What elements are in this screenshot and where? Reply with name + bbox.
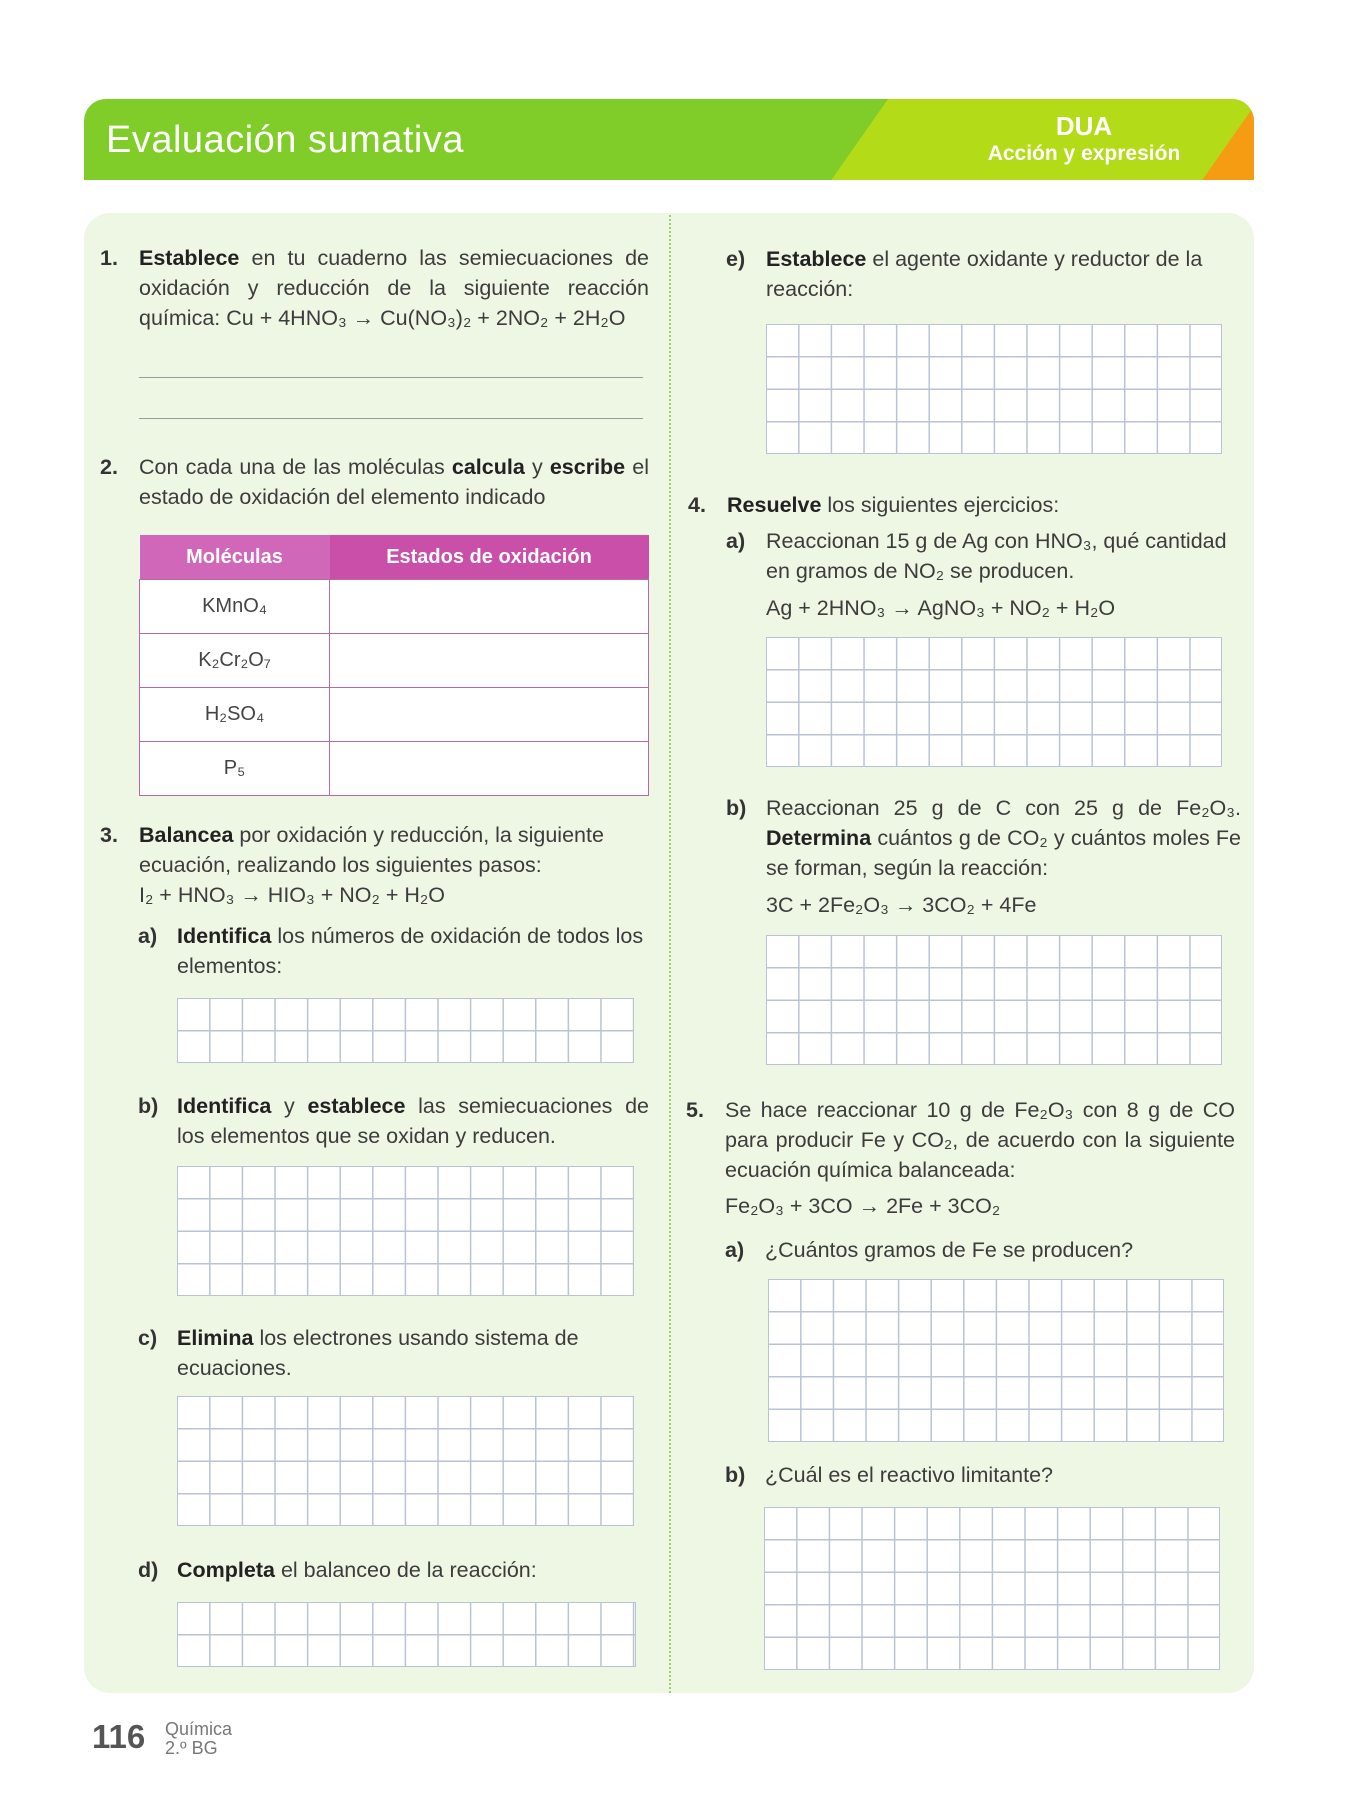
q4b-equation: 3C + 2Fe₂O₃ → 3CO₂ + 4Fe — [766, 893, 1037, 917]
q3b-verb: Identifica — [177, 1094, 272, 1118]
q4b-verb: Determina — [766, 826, 872, 850]
answer-grid[interactable] — [766, 637, 1222, 767]
answer-grid[interactable] — [177, 1602, 636, 1667]
q3b-label: b) — [138, 1094, 159, 1118]
q3a-label: a) — [138, 924, 158, 948]
q1-body: en tu cuaderno las semiecuaciones de oxidación y reducción de la siguiente reacción química: — [139, 246, 649, 330]
molecule-cell: H₂SO₄ — [140, 688, 330, 742]
dua-subtitle: Acción y expresión — [987, 142, 1181, 165]
q3a-body: los números de oxidación de todos los elementos: — [177, 924, 644, 978]
q3-body: por oxidación y reducción, la siguiente ecuación, realizando los siguientes pasos: — [139, 823, 604, 877]
q4-number: 4. — [688, 493, 706, 517]
footer-subject — [165, 1720, 232, 1758]
q4b-body-2: cuántos g de CO₂ y cuántos moles Fe se forman, según la reacción: — [766, 826, 1241, 880]
page-number: 116 — [92, 1718, 146, 1755]
answer-grid[interactable] — [766, 324, 1222, 454]
q3b-body: las semiecuaciones de los elementos que se oxidan y reducen. — [177, 1094, 649, 1148]
q2-text — [139, 452, 649, 512]
q3b-verb-2: establece — [307, 1094, 406, 1118]
dua-badge — [964, 111, 1204, 166]
q3-number: 3. — [100, 823, 118, 847]
molecule-cell: P₅ — [140, 742, 330, 796]
q4-verb: Resuelve — [727, 493, 822, 517]
q5b-label: b) — [725, 1463, 746, 1487]
q2-t1: Con cada una de las moléculas — [139, 455, 452, 479]
table-row — [140, 580, 649, 634]
q2-verb-1: calcula — [451, 455, 525, 479]
dua-title: DUA — [1055, 111, 1113, 141]
q4a-label: a) — [726, 529, 746, 553]
q4b-label: b) — [726, 796, 747, 820]
answer-grid[interactable] — [177, 1166, 634, 1296]
column-divider — [669, 215, 671, 1693]
q3a-text — [177, 921, 649, 981]
q1-text — [139, 243, 649, 333]
q1-verb: Establece — [139, 246, 240, 270]
q5b-text: ¿Cuál es el reactivo limitante? — [765, 1463, 1053, 1487]
q5-equation: Fe₂O₃ + 3CO → 2Fe + 3CO₂ — [725, 1194, 1001, 1218]
q2-t3: el estado de oxidación del elemento indicado — [139, 455, 650, 509]
q4-text — [727, 490, 1227, 520]
q2-number: 2. — [100, 455, 118, 479]
q1-equation: Cu + 4HNO₃ → Cu(NO₃)₂ + 2NO₂ + 2H₂O — [226, 306, 626, 330]
q3d-label: d) — [138, 1558, 159, 1582]
answer-grid[interactable] — [177, 998, 634, 1063]
answer-cell[interactable] — [330, 688, 649, 742]
section-header — [84, 99, 1254, 180]
q4a-equation: Ag + 2HNO₃ → AgNO₃ + NO₂ + H₂O — [766, 596, 1116, 620]
answer-grid[interactable] — [768, 1279, 1224, 1442]
table-row — [140, 634, 649, 688]
q5-number: 5. — [686, 1098, 704, 1122]
q3-verb: Balancea — [139, 823, 234, 847]
q5a-text: ¿Cuántos gramos de Fe se producen? — [765, 1238, 1134, 1262]
molecule-cell: K₂Cr₂O₇ — [140, 634, 330, 688]
q5a-label: a) — [725, 1238, 745, 1262]
molecule-cell: KMnO₄ — [140, 580, 330, 634]
oxidation-table — [139, 535, 649, 796]
answer-line[interactable] — [139, 377, 643, 378]
answer-grid[interactable] — [766, 935, 1222, 1065]
grade: 2.º BG — [165, 1738, 218, 1758]
answer-cell[interactable] — [330, 634, 649, 688]
q1-number: 1. — [100, 246, 118, 270]
q3c-text — [177, 1323, 617, 1383]
q3c-body: los electrones usando sistema de ecuaciones. — [177, 1326, 579, 1380]
table-row — [140, 688, 649, 742]
q3c-verb: Elimina — [177, 1326, 254, 1350]
q4b-body: Reaccionan 25 g de C con 25 g de Fe₂O₃. — [766, 796, 1241, 820]
answer-cell[interactable] — [330, 580, 649, 634]
answer-line[interactable] — [139, 418, 643, 419]
subject: Química — [165, 1719, 233, 1739]
q3e-body: el agente oxidante y reductor de la reacción: — [766, 247, 1203, 301]
col-header-states: Estados de oxidación — [330, 535, 649, 580]
q3d-text — [177, 1555, 649, 1585]
q3e-verb: Establece — [766, 247, 867, 271]
section-title: Evaluación sumativa — [106, 119, 465, 161]
q4a-body: Reaccionan 15 g de Ag con HNO₃, qué cantidad en gramos de NO₂ se producen. — [766, 529, 1227, 583]
q4a-text — [766, 526, 1241, 586]
q3d-verb: Completa — [177, 1558, 275, 1582]
q4-body: los siguientes ejercicios: — [821, 493, 1060, 517]
col-header-molecules: Moléculas — [140, 535, 330, 580]
q2-verb-2: escribe — [549, 455, 626, 479]
q3-equation: I₂ + HNO₃ → HIO₃ + NO₂ + H₂O — [139, 883, 445, 907]
q2-t2: y — [524, 455, 550, 479]
answer-cell[interactable] — [330, 742, 649, 796]
answer-grid[interactable] — [764, 1507, 1220, 1670]
q3c-label: c) — [138, 1326, 158, 1350]
q5-text: Se hace reaccionar 10 g de Fe₂O₃ con 8 g de CO para producir Fe y CO₂, de acuerdo con la siguiente ecuación química balanceada: — [725, 1098, 1235, 1182]
q3b-and: y — [271, 1094, 308, 1118]
q3e-label: e) — [726, 247, 746, 271]
table-row — [140, 742, 649, 796]
q3d-body: el balanceo de la reacción: — [274, 1558, 537, 1582]
q3e-text — [766, 244, 1236, 304]
answer-grid[interactable] — [177, 1396, 634, 1526]
q3a-verb: Identifica — [177, 924, 272, 948]
q3b-text — [177, 1091, 649, 1151]
q4b-text — [766, 793, 1241, 883]
q3-text — [139, 820, 649, 910]
